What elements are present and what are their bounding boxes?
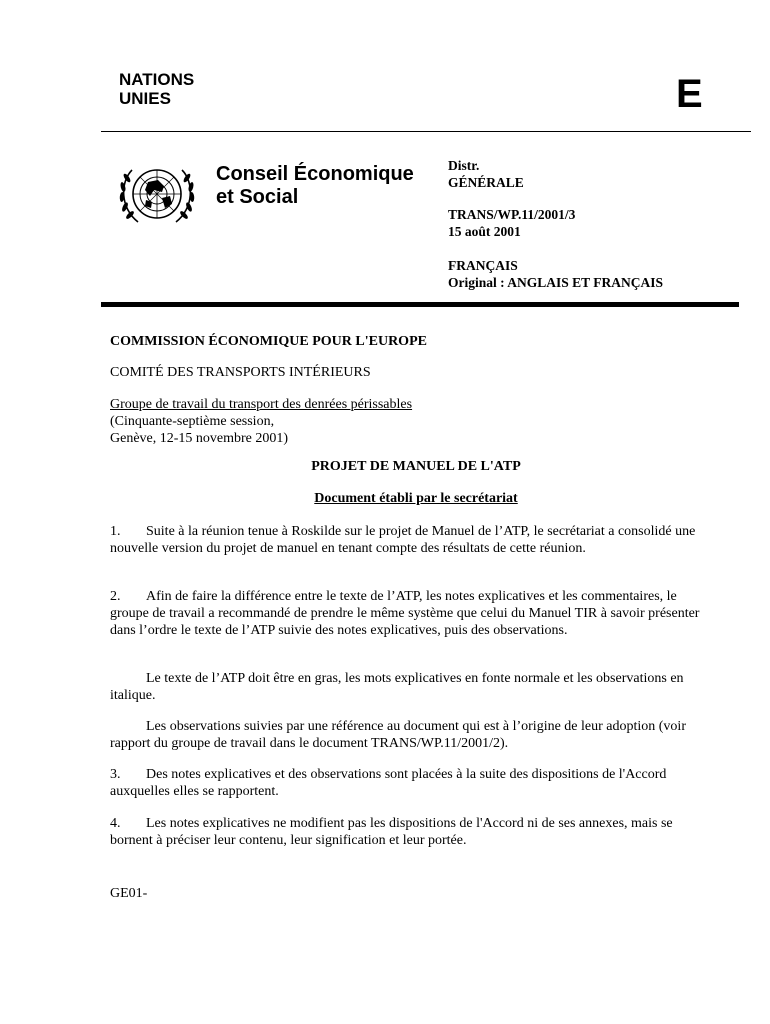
paragraph-number: 4. bbox=[110, 816, 121, 831]
paragraph-2a bbox=[110, 670, 715, 704]
document-subtitle: Document établi par le secrétariat bbox=[314, 491, 518, 506]
paragraph-4 bbox=[110, 815, 715, 849]
commission-heading: COMMISSION ÉCONOMIQUE POUR L'EUROPE bbox=[110, 334, 427, 349]
language-block bbox=[448, 257, 663, 291]
org-name-line1: NATIONS bbox=[119, 70, 195, 89]
council-name bbox=[216, 163, 414, 209]
paragraph-text: Afin de faire la différence entre le texte de l’ATP, les notes explicatives et les commentaires, le groupe de travail a recommandé de prendre le même système que celui du Manuel TIR à savoir présenter dans l’ordre le texte de l’ATP suivie des notes explicatives, puis des observations. bbox=[110, 589, 700, 638]
council-line1: Conseil Économique bbox=[216, 163, 414, 185]
paragraph-text: Les observations suivies par une référence au document qui est à l’origine de leur adoption (voir rapport du groupe de travail dans le document TRANS/WP.11/2001/2). bbox=[110, 719, 686, 751]
paragraph-2 bbox=[110, 588, 715, 639]
document-language: FRANÇAIS bbox=[448, 258, 518, 273]
paragraph-number: 2. bbox=[110, 589, 121, 604]
document-date: 15 août 2001 bbox=[448, 224, 521, 239]
org-name bbox=[119, 70, 194, 108]
distr-label: Distr. bbox=[448, 158, 480, 173]
council-line2: et Social bbox=[216, 186, 299, 208]
document-title: PROJET DE MANUEL DE L'ATP bbox=[311, 459, 521, 474]
paragraph-number: 3. bbox=[110, 767, 121, 782]
paragraph-text: Suite à la réunion tenue à Roskilde sur le projet de Manuel de l’ATP, le secrétariat a consolidé une nouvelle version du projet de manuel en tenant compte des résultats de cette réunion. bbox=[110, 524, 696, 556]
footer-code: GE01- bbox=[110, 886, 148, 901]
distribution-block bbox=[448, 157, 524, 191]
session-line: (Cinquante-septième session, bbox=[110, 414, 275, 429]
header-thick-rule bbox=[101, 302, 739, 307]
paragraph-text: Le texte de l’ATP doit être en gras, les mots explicatives en fonte normale et les observations en italique. bbox=[110, 671, 684, 703]
top-rule bbox=[101, 131, 751, 132]
venue-line: Genève, 12-15 novembre 2001) bbox=[110, 431, 289, 446]
paragraph-text: Des notes explicatives et des observations sont placées à la suite des dispositions de l'Accord auxquelles elles se rapportent. bbox=[110, 767, 667, 799]
paragraph-3 bbox=[110, 766, 715, 800]
paragraph-2b bbox=[110, 718, 715, 752]
paragraph-text: Les notes explicatives ne modifient pas les dispositions de l'Accord ni de ses annexes, mais se bornent à préciser leur contenu, leur signification et leur portée. bbox=[110, 816, 673, 848]
symbol-block bbox=[448, 206, 575, 240]
document-symbol: TRANS/WP.11/2001/3 bbox=[448, 207, 576, 222]
paragraph-1 bbox=[110, 523, 715, 557]
paragraph-number: 1. bbox=[110, 524, 121, 539]
org-name-line2: UNIES bbox=[119, 89, 171, 108]
language-letter: E bbox=[676, 72, 703, 116]
working-group-name: Groupe de travail du transport des denrées périssables bbox=[110, 397, 413, 412]
committee-heading: COMITÉ DES TRANSPORTS INTÉRIEURS bbox=[110, 365, 371, 380]
distr-value: GÉNÉRALE bbox=[448, 175, 524, 190]
un-emblem-icon bbox=[118, 160, 196, 230]
working-group-block bbox=[110, 396, 722, 447]
original-language: Original : ANGLAIS ET FRANÇAIS bbox=[448, 275, 664, 290]
